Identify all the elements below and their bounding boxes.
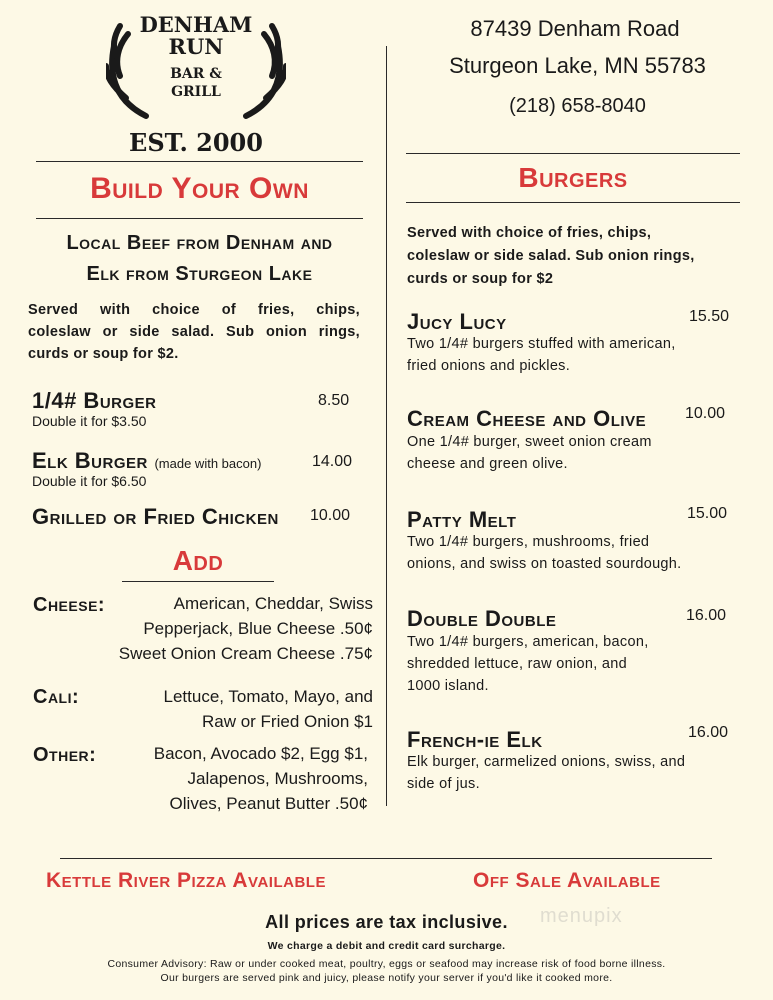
burger-item-desc	[407, 531, 681, 575]
build-subtitle-2: Elk from Sturgeon Lake	[86, 263, 313, 285]
add-line: Pepperjack, Blue Cheese .50¢	[143, 619, 373, 638]
burgers-served-1: Served with choice of fries, chips,	[407, 225, 652, 241]
add-line: Sweet Onion Cream Cheese .75¢	[118, 644, 373, 663]
contact-phone: (218) 658-8040	[509, 95, 646, 117]
burger-item-price: 10.00	[685, 405, 726, 422]
add-label-cali: Cali:	[33, 686, 80, 708]
build-item-note: (made with bacon)	[154, 456, 262, 471]
add-lines-cali	[80, 684, 373, 734]
footer-divider	[60, 858, 712, 859]
advisory-line-2: Our burgers are served pink and juicy, please notify your server if you'd like it cooked more.	[160, 972, 613, 984]
logo	[106, 6, 286, 156]
burgers-served-3: curds or soup for $2	[407, 271, 554, 287]
burger-item-desc	[407, 431, 652, 475]
burger-item-price: 16.00	[688, 724, 729, 741]
build-item-name: 1/4# Burger	[32, 388, 157, 413]
tax-note: All prices are tax inclusive.	[265, 912, 508, 932]
advisory-line-1: Consumer Advisory: Raw or under cooked meat, poultry, eggs or seafood may increase risk of food borne illness.	[107, 958, 666, 970]
left-top-divider	[36, 161, 363, 162]
burger-item-name: Patty Melt	[407, 507, 517, 532]
burger-item-price: 16.00	[686, 607, 727, 624]
burger-item-desc	[407, 751, 685, 795]
burger-item-price: 15.50	[689, 308, 730, 325]
burger-desc-line: side of jus.	[407, 776, 480, 792]
add-lines-cheese	[80, 591, 373, 666]
build-item-sub: Double it for $3.50	[32, 413, 147, 429]
build-title: Build Your Own	[90, 172, 309, 205]
build-item-name-text: Elk Burger	[32, 448, 148, 473]
build-item-sub: Double it for $6.50	[32, 473, 147, 489]
burger-item-price: 15.00	[687, 505, 728, 522]
contact-city: Sturgeon Lake, MN 55783	[449, 53, 706, 78]
pizza-banner: Kettle River Pizza Available	[46, 869, 326, 892]
burger-desc-line: cheese and green olive.	[407, 456, 568, 472]
burger-item-name: French-ie Elk	[407, 727, 543, 752]
right-mid-divider	[406, 202, 740, 203]
build-served-2: coleslaw or side salad. Sub onion rings,	[28, 324, 360, 340]
logo-line1: DENHAM	[139, 12, 253, 37]
add-label-other: Other:	[33, 744, 97, 766]
burger-item-desc	[407, 333, 676, 377]
build-subtitle-1: Local Beef from Denham and	[66, 232, 333, 254]
logo-est: EST. 2000	[129, 128, 263, 157]
burger-desc-line: fried onions and pickles.	[407, 358, 571, 374]
burger-item-desc	[407, 631, 649, 697]
column-divider	[386, 46, 387, 806]
burger-item-name: Cream Cheese and Olive	[407, 406, 647, 431]
add-lines-other	[80, 741, 368, 816]
burgers-served-2: coleslaw or side salad. Sub onion rings,	[407, 248, 695, 264]
burger-desc-line: Two 1/4# burgers, mushrooms, fried	[407, 534, 650, 550]
add-underline	[122, 581, 274, 582]
add-line: American, Cheddar, Swiss	[173, 594, 373, 613]
add-line: Bacon, Avocado $2, Egg $1,	[153, 744, 368, 763]
burger-desc-line: Two 1/4# burgers stuffed with american,	[407, 336, 676, 352]
right-top-divider	[406, 153, 740, 154]
build-item-name	[32, 448, 261, 474]
burger-desc-line: Two 1/4# burgers, american, bacon,	[407, 634, 649, 650]
contact-street: 87439 Denham Road	[470, 16, 680, 41]
logo-line3: BAR &	[170, 66, 222, 82]
build-item-price: 10.00	[310, 507, 351, 524]
add-line: Lettuce, Tomato, Mayo, and	[163, 687, 373, 706]
add-label-cheese: Cheese:	[33, 594, 106, 616]
logo-line4: GRILL	[171, 84, 221, 100]
logo-line2: RUN	[168, 34, 224, 59]
burger-item-name: Jucy Lucy	[407, 309, 507, 334]
build-item-price: 8.50	[318, 392, 350, 409]
burger-desc-line: One 1/4# burger, sweet onion cream	[407, 434, 652, 450]
add-line: Olives, Peanut Butter .50¢	[169, 794, 368, 813]
burgers-title: Burgers	[518, 162, 628, 193]
build-served-3: curds or soup for $2.	[28, 346, 179, 362]
burger-desc-line: 1000 island.	[407, 678, 489, 694]
add-line: Jalapenos, Mushrooms,	[187, 769, 368, 788]
add-line: Raw or Fried Onion $1	[201, 712, 373, 731]
watermark: menupix	[540, 905, 623, 927]
left-mid-divider	[36, 218, 363, 219]
add-title: Add	[172, 545, 224, 576]
offsale-banner: Off Sale Available	[473, 869, 661, 892]
build-served-1: Served with choice of fries, chips,	[28, 302, 360, 318]
burger-item-name: Double Double	[407, 606, 557, 631]
surcharge-note: We charge a debit and credit card surcharge.	[267, 940, 506, 952]
build-item-price: 14.00	[312, 453, 353, 470]
burger-desc-line: shredded lettuce, raw onion, and	[407, 656, 627, 672]
build-item-name: Grilled or Fried Chicken	[32, 504, 279, 529]
burger-desc-line: onions, and swiss on toasted sourdough.	[407, 556, 682, 572]
burger-desc-line: Elk burger, carmelized onions, swiss, and	[407, 754, 686, 770]
